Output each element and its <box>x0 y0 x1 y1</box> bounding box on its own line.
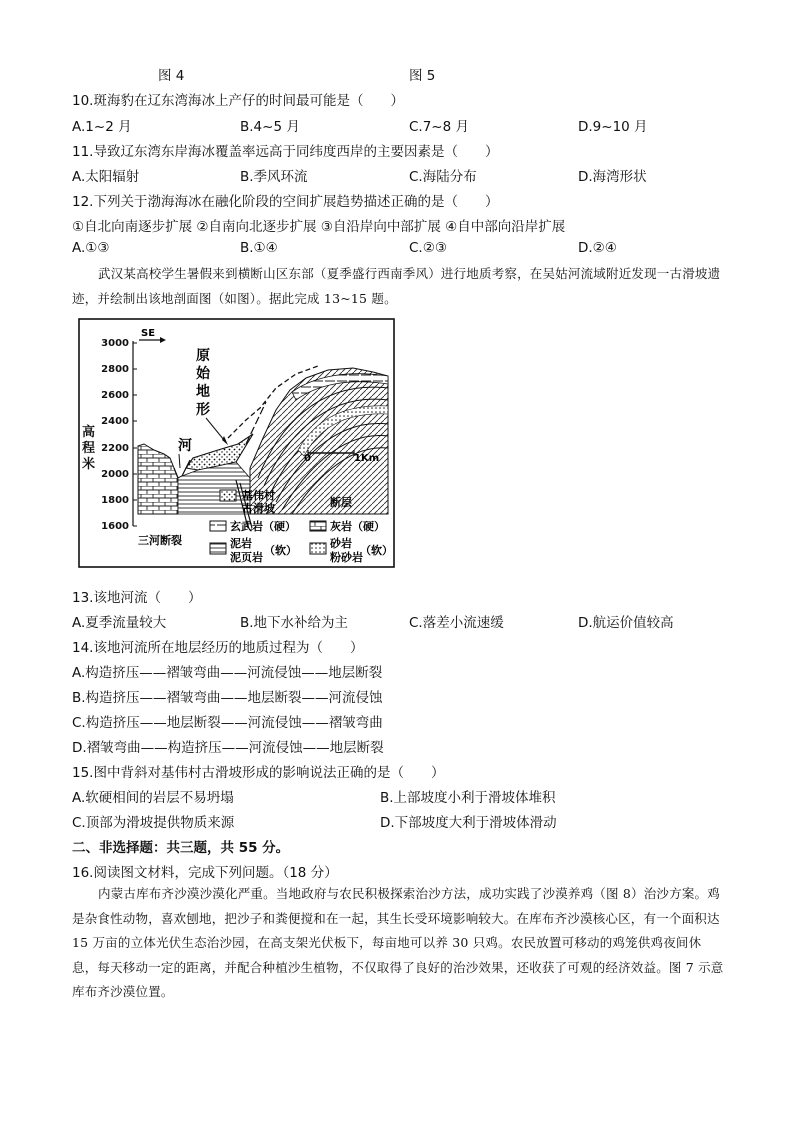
question-13-stem: 13.该地河流（ ） <box>72 590 202 606</box>
sanhe-fault-label: 三河断裂 <box>138 534 182 547</box>
q15-option-a[interactable]: A.软硬相间的岩层不易坍塌 <box>72 790 234 806</box>
q14-option-a[interactable]: A.构造挤压——褶皱弯曲——河流侵蚀——地层断裂 <box>72 665 383 681</box>
legend-mudstone-swatch <box>210 543 226 554</box>
question-16-stem: 16.阅读图文材料，完成下列问题。（18 分） <box>72 865 338 881</box>
question-14-stem: 14.该地河流所在地层经历的地质过程为（ ） <box>72 640 364 656</box>
y-axis-label-1: 高 <box>82 425 96 440</box>
legend-basalt: 玄武岩（硬） <box>230 520 296 533</box>
q13-option-b[interactable]: B.地下水补给为主 <box>240 615 349 631</box>
figure-5-caption: 图 5 <box>409 68 436 84</box>
legend-sandstone-line1: 砂岩 <box>330 537 352 550</box>
q10-option-a[interactable]: A.1~2 月 <box>72 119 132 135</box>
legend-landslide-swatch <box>220 490 236 501</box>
q15-option-b[interactable]: B.上部坡度小利于滑坡体堆积 <box>380 790 556 806</box>
legend-mudstone-line1: 泥岩 <box>230 537 252 550</box>
q12-option-b[interactable]: B.①④ <box>240 240 278 256</box>
q10-option-b[interactable]: B.4~5 月 <box>240 119 300 135</box>
y-tick-2400: 2400 <box>101 416 129 427</box>
legend-basalt-swatch <box>210 521 226 531</box>
scale-unit: 1Km <box>354 453 380 464</box>
geologic-cross-section-figure <box>78 318 396 570</box>
section-2-heading: 二、非选择题：共三题，共 55 分。 <box>72 840 290 856</box>
q11-option-d[interactable]: D.海湾形状 <box>578 169 647 185</box>
q11-option-b[interactable]: B.季风环流 <box>240 169 308 185</box>
y-tick-1800: 1800 <box>101 495 129 506</box>
q10-option-d[interactable]: D.9~10 月 <box>578 119 648 135</box>
figure-4-caption: 图 4 <box>158 68 185 84</box>
q14-option-b[interactable]: B.构造挤压——褶皱弯曲——地层断裂——河流侵蚀 <box>72 690 383 706</box>
intro-13-15: 武汉某高校学生暑假来到横断山区东部（夏季盛行西南季风）进行地质考察，在吴姑河流域附近发现一古滑坡遗迹，并绘制出该地剖面图（如图）。据此完成 13~15 题。 <box>72 266 721 306</box>
q15-option-c[interactable]: C.顶部为滑坡提供物质来源 <box>72 815 235 831</box>
direction-label: SE <box>141 328 156 339</box>
question-12-stem: 12.下列关于渤海海冰在融化阶段的空间扩展趋势描述正确的是（ ） <box>72 194 499 210</box>
q13-option-a[interactable]: A.夏季流量较大 <box>72 615 167 631</box>
q14-option-d[interactable]: D.褶皱弯曲——构造挤压——河流侵蚀——地层断裂 <box>72 740 384 756</box>
y-axis-label-2: 程 <box>82 441 96 456</box>
q10-option-c[interactable]: C.7~8 月 <box>409 119 469 135</box>
q15-option-d[interactable]: D.下部坡度大利于滑坡体滑动 <box>380 815 557 831</box>
y-tick-2800: 2800 <box>101 364 129 375</box>
q12-option-d[interactable]: D.②④ <box>578 240 617 256</box>
y-tick-1600: 1600 <box>101 521 129 532</box>
legend-sandstone-soft: （软） <box>360 544 393 557</box>
legend-mudstone-soft: （软） <box>264 544 297 557</box>
q11-option-c[interactable]: C.海陆分布 <box>409 169 477 185</box>
original-terrain-label-1: 原 <box>196 348 210 364</box>
question-16-material: 内蒙古库布齐沙漠沙漠化严重。当地政府与农民积极探索治沙方法，成功实践了沙漠养鸡（图 8）治沙方案。鸡是杂食性动物，喜欢刨地，把沙子和粪便搅和在一起，其生长受环境影响较大。在库布齐沙漠核心区，有一个面积达 15 万亩的立体光伏生态治沙园，在高支架光伏板下，每亩地可以养 30 只鸡。农民放置可移动的鸡笼供鸡夜间休息，每天移动一定的距离，并配合种植沙生植物，不仅取得了良好的治沙效果，还收获了可观的经济效益。图 7 示意库布齐沙漠位置。 <box>72 886 724 999</box>
river-label: 河 <box>178 438 192 454</box>
scale-zero: 0 <box>304 453 311 464</box>
original-terrain-label-4: 形 <box>196 402 210 418</box>
legend-limestone-swatch <box>310 521 326 531</box>
q14-option-c[interactable]: C.构造挤压——地层断裂——河流侵蚀——褶皱弯曲 <box>72 715 383 731</box>
legend-limestone: 灰岩（硬） <box>330 520 385 533</box>
q13-option-c[interactable]: C.落差小流速缓 <box>409 615 504 631</box>
original-terrain-label-3: 地 <box>196 384 210 400</box>
legend-landslide-line2: 古滑坡 <box>242 502 275 515</box>
legend-sandstone-swatch <box>310 543 326 554</box>
question-11-stem: 11.导致辽东湾东岸海冰覆盖率远高于同纬度西岸的主要因素是（ ） <box>72 144 499 160</box>
y-tick-2000: 2000 <box>101 469 129 480</box>
legend-landslide-line1: 基伟村 <box>242 489 275 502</box>
q11-option-a[interactable]: A.太阳辐射 <box>72 169 140 185</box>
q12-option-a[interactable]: A.①③ <box>72 240 110 256</box>
y-axis-label-3: 米 <box>82 457 96 472</box>
q13-option-d[interactable]: D.航运价值较高 <box>578 615 674 631</box>
legend-mudstone-line2: 泥页岩 <box>230 551 263 564</box>
original-terrain-label-2: 始 <box>196 366 210 382</box>
y-tick-3000: 3000 <box>101 338 129 349</box>
y-tick-2600: 2600 <box>101 390 129 401</box>
q12-choices: ①自北向南逐步扩展 ②自南向北逐步扩展 ③自沿岸向中部扩展 ④自中部向沿岸扩展 <box>72 219 566 235</box>
fault-label: 断层 <box>330 496 352 509</box>
legend-sandstone-line2: 粉砂岩 <box>330 551 363 564</box>
y-tick-2200: 2200 <box>101 443 129 454</box>
question-10-stem: 10.斑海豹在辽东湾海冰上产仔的时间最可能是（ ） <box>72 93 404 109</box>
question-15-stem: 15.图中背斜对基伟村古滑坡形成的影响说法正确的是（ ） <box>72 765 445 781</box>
q12-option-c[interactable]: C.②③ <box>409 240 447 256</box>
